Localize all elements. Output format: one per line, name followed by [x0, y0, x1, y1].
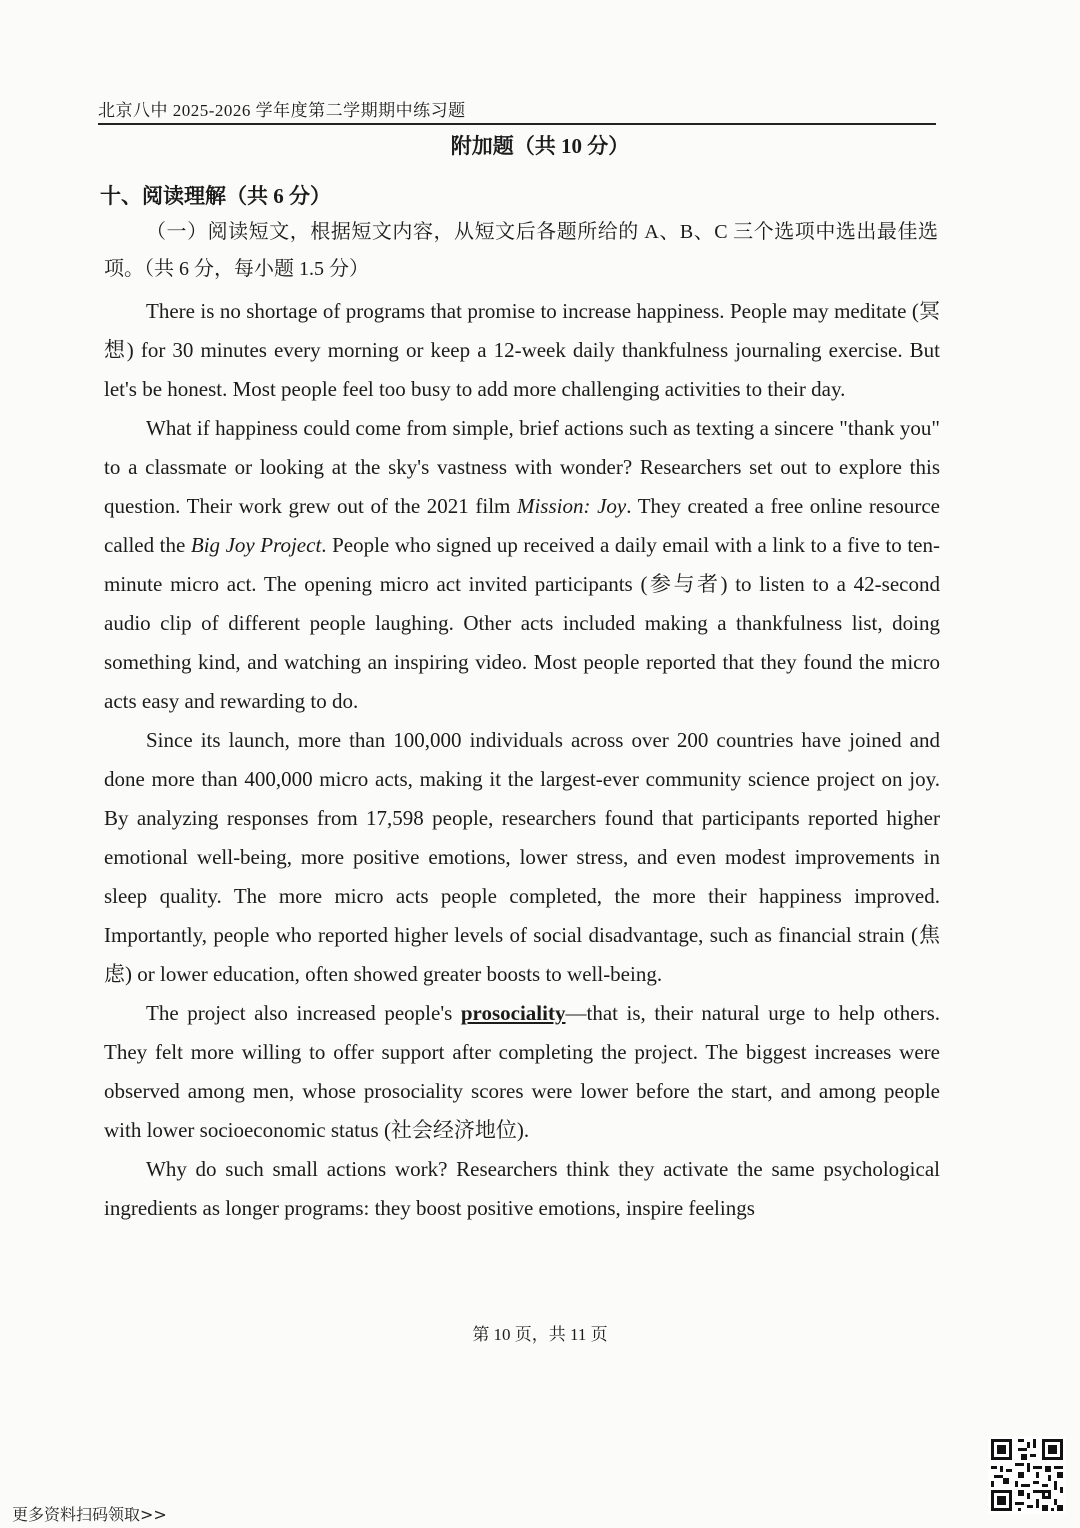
paragraph-1: There is no shortage of programs that promise to increase happiness. People may meditate (冥想) for 30 minutes every morning or keep a 12-week daily thankfulness journaling exercise. But let's be honest. Most people feel too busy to add more challenging activities to their day. — [104, 299, 940, 401]
section-title: 十、阅读理解（共 6 分） — [100, 184, 331, 208]
more-resources-link[interactable]: 更多资料扫码领取>> — [12, 1505, 167, 1524]
paragraph-5: Why do such small actions work? Researchers think they activate the same psychological ingredients as longer programs: they boost positive emotions, inspire feelings — [104, 1157, 940, 1220]
paragraph-4 — [104, 994, 940, 1150]
project-name: Big Joy Project — [190, 533, 322, 557]
keyword-prosociality: prosociality — [460, 1001, 566, 1025]
paragraph-3: Since its launch, more than 100,000 individuals across over 200 countries have joined and done more than 400,000 micro acts, making it the largest-ever community science project on joy. By analyzing responses from 17,598 people, researchers found that participants reported higher emotional well-being, more positive emotions, lower stress, and even modest improvements in sleep quality. The more micro acts people completed, the more their happiness improved. Importantly, people who reported higher levels of social disadvantage, such as financial strain (焦虑) or lower education, often showed greater boosts to well-being. — [104, 728, 940, 986]
paragraph-2-part-b: . They created a free online resource called the — [104, 494, 940, 557]
page-title: 附加题（共 10 分） — [450, 134, 630, 158]
qr-code-icon[interactable] — [988, 1436, 1066, 1514]
film-title: Mission: Joy — [516, 494, 627, 518]
paragraph-2-part-c: . People who signed up received a daily email with a link to a five to ten-minute micro act. The opening micro act invited participants (参与者) to listen to a 42-second audio clip of different people laughing. Other acts included making a thankfulness list, doing something kind, and watching an inspiring video. Most people reported that they found the micro acts easy and rewarding to do. — [104, 533, 940, 713]
paragraph-4-part-a: The project also increased people's — [146, 1001, 461, 1025]
exam-header: 北京八中 2025-2026 学年度第二学期期中练习题 — [98, 96, 936, 125]
section-instructions: （一）阅读短文，根据短文内容，从短文后各题所给的 A、B、C 三个选项中选出最佳选项。（共 6 分，每小题 1.5 分） — [104, 221, 938, 280]
paragraph-4-part-b: —that is, their natural urge to help others. They felt more willing to offer support after completing the project. The biggest increases were observed among men, whose prosociality scores were lower before the start, and among people with lower socioeconomic status (社会经济地位). — [104, 1001, 941, 1142]
page-number: 第 10 页，共 11 页 — [472, 1325, 608, 1344]
paragraph-2 — [104, 409, 940, 721]
reading-passage — [104, 292, 940, 1228]
paragraph-2-part-a: What if happiness could come from simple, brief actions such as texting a sincere "thank you" to a classmate or looking at the sky's vastness with wonder? Researchers set out to explore this question. Their work grew out of the 2021 film — [104, 416, 940, 518]
